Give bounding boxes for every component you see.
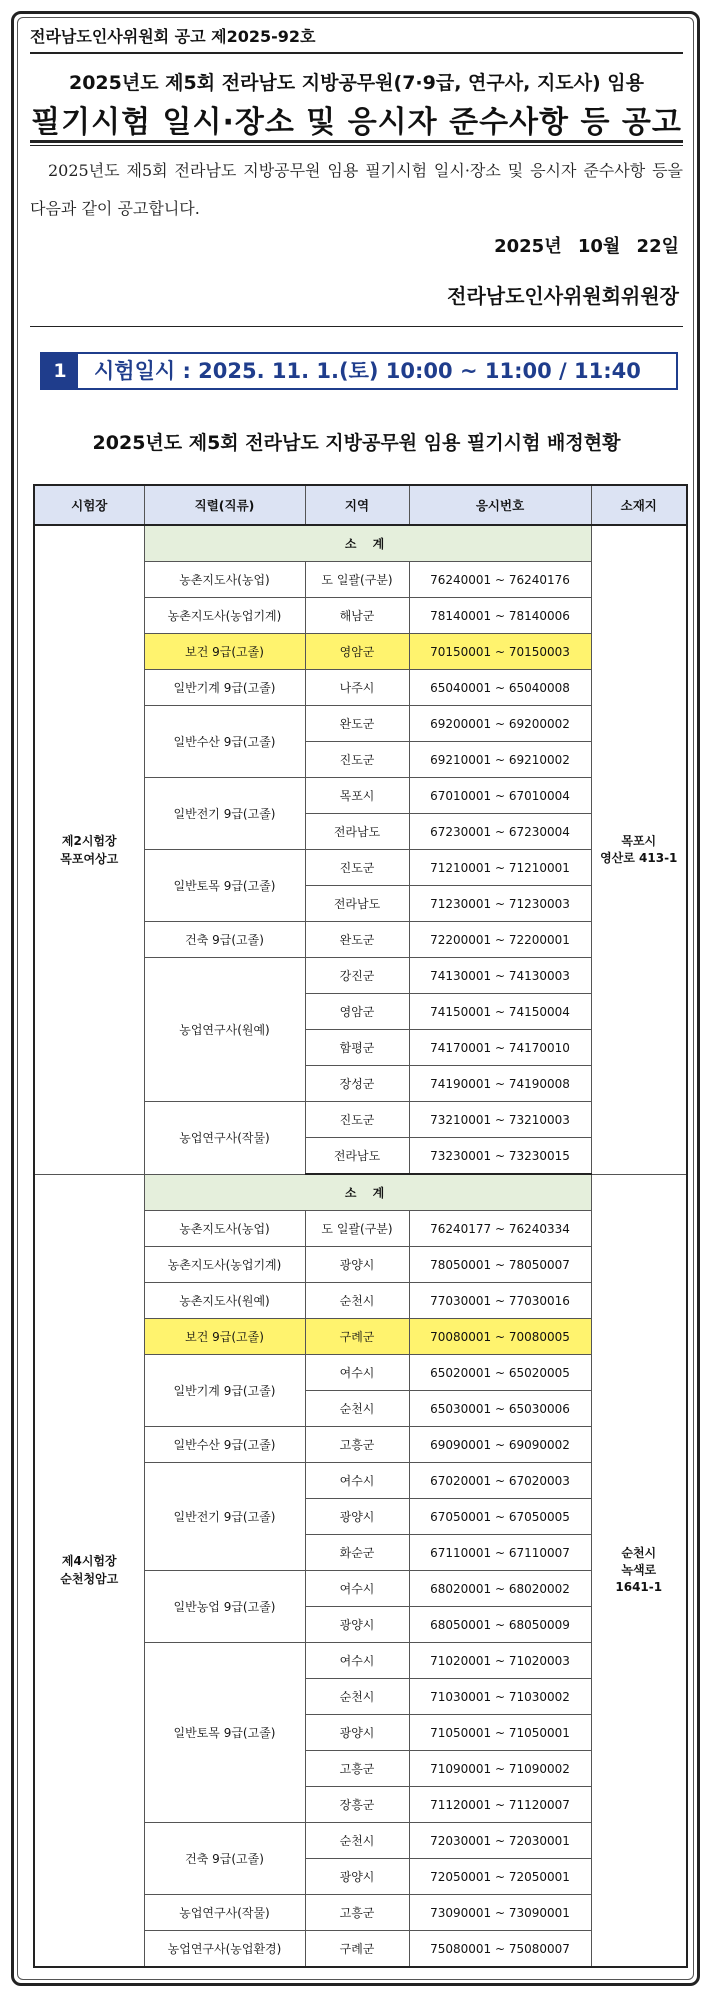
job-series: 건축 9급(고졸) — [144, 1823, 305, 1895]
region: 화순군 — [305, 1535, 409, 1571]
site-location-line: 목포시 — [621, 833, 657, 848]
region: 도 일괄(구분) — [305, 1211, 409, 1247]
region: 영암군 — [305, 634, 409, 670]
divider — [30, 326, 683, 327]
applicant-number-range: 70150001 ~ 70150003 — [409, 634, 591, 670]
applicant-number-range: 77030001 ~ 77030016 — [409, 1283, 591, 1319]
job-series: 건축 9급(고졸) — [144, 922, 305, 958]
region: 고흥군 — [305, 1427, 409, 1463]
exam-datetime: 시험일시 : 2025. 11. 1.(토) 10:00 ~ 11:00 / 11:40 — [94, 359, 641, 383]
table-header-row — [34, 485, 687, 525]
job-series: 보건 9급(고졸) — [144, 634, 305, 670]
applicant-number-range: 71020001 ~ 71020003 — [409, 1643, 591, 1679]
job-series: 일반토목 9급(고졸) — [144, 850, 305, 922]
job-series: 일반기계 9급(고졸) — [144, 670, 305, 706]
job-series: 농업연구사(농업환경) — [144, 1931, 305, 1968]
region: 고흥군 — [305, 1751, 409, 1787]
region: 광양시 — [305, 1607, 409, 1643]
region: 영암군 — [305, 994, 409, 1030]
applicant-number-range: 71090001 ~ 71090002 — [409, 1751, 591, 1787]
exam-site-number: 제4시험장 — [61, 1554, 117, 1569]
applicant-number-range: 78050001 ~ 78050007 — [409, 1247, 591, 1283]
region: 여수시 — [305, 1571, 409, 1607]
exam-site-school: 목포여상고 — [60, 851, 119, 866]
job-series: 농촌지도사(농업) — [144, 562, 305, 598]
job-series: 농업연구사(작물) — [144, 1102, 305, 1175]
title-underline-thick — [30, 140, 683, 143]
region: 목포시 — [305, 778, 409, 814]
region: 나주시 — [305, 670, 409, 706]
job-series: 일반수산 9급(고졸) — [144, 706, 305, 778]
applicant-number-range: 67050001 ~ 67050005 — [409, 1499, 591, 1535]
applicant-number-range: 65030001 ~ 65030006 — [409, 1391, 591, 1427]
applicant-number-range: 68020001 ~ 68020002 — [409, 1571, 591, 1607]
site-location-line: 영산로 413-1 — [600, 850, 678, 865]
job-series: 보건 9급(고졸) — [144, 1319, 305, 1355]
region: 광양시 — [305, 1499, 409, 1535]
site-location-line: 1641-1 — [615, 1579, 663, 1594]
applicant-number-range: 67230001 ~ 67230004 — [409, 814, 591, 850]
signer: 전라남도인사위원회위원장 — [447, 284, 679, 308]
region: 여수시 — [305, 1643, 409, 1679]
region: 광양시 — [305, 1859, 409, 1895]
region: 여수시 — [305, 1463, 409, 1499]
applicant-number-range: 73090001 ~ 73090001 — [409, 1895, 591, 1931]
applicant-number-range: 74170001 ~ 74170010 — [409, 1030, 591, 1066]
region: 장성군 — [305, 1066, 409, 1102]
applicant-number-range: 74130001 ~ 74130003 — [409, 958, 591, 994]
job-series: 일반전기 9급(고졸) — [144, 778, 305, 850]
subtotal-label: 소 계 — [144, 525, 591, 562]
notice-number: 전라남도인사위원회 공고 제2025-92호 — [30, 27, 316, 46]
applicant-number-range: 74190001 ~ 74190008 — [409, 1066, 591, 1102]
title-underline-thin — [30, 145, 683, 146]
region: 강진군 — [305, 958, 409, 994]
applicant-number-range: 71230001 ~ 71230003 — [409, 886, 591, 922]
column-header: 지역 — [305, 485, 409, 525]
region: 진도군 — [305, 1102, 409, 1138]
job-series: 농촌지도사(농업기계) — [144, 1247, 305, 1283]
subtotal-row — [34, 525, 687, 562]
region: 완도군 — [305, 922, 409, 958]
applicant-number-range: 71030001 ~ 71030002 — [409, 1679, 591, 1715]
section-number: 1 — [42, 354, 78, 388]
region: 여수시 — [305, 1355, 409, 1391]
job-series: 농촌지도사(원예) — [144, 1283, 305, 1319]
site-location — [591, 525, 687, 1174]
region: 구례군 — [305, 1319, 409, 1355]
subtotal-row — [34, 1174, 687, 1211]
applicant-number-range: 67110001 ~ 67110007 — [409, 1535, 591, 1571]
site-location-line: 순천시 — [621, 1545, 657, 1560]
region: 도 일괄(구분) — [305, 562, 409, 598]
title-line-1: 2025년도 제5회 전라남도 지방공무원(7·9급, 연구사, 지도사) 임용 — [68, 72, 645, 94]
region: 광양시 — [305, 1247, 409, 1283]
applicant-number-range: 71120001 ~ 71120007 — [409, 1787, 591, 1823]
section-1-exam-date — [40, 352, 678, 390]
applicant-number-range: 73210001 ~ 73210003 — [409, 1102, 591, 1138]
applicant-number-range: 72200001 ~ 72200001 — [409, 922, 591, 958]
region: 전라남도 — [305, 1138, 409, 1175]
region: 완도군 — [305, 706, 409, 742]
applicant-number-range: 69210001 ~ 69210002 — [409, 742, 591, 778]
job-series: 농촌지도사(농업) — [144, 1211, 305, 1247]
applicant-number-range: 72050001 ~ 72050001 — [409, 1859, 591, 1895]
subtotal-label: 소 계 — [144, 1174, 591, 1211]
applicant-number-range: 70080001 ~ 70080005 — [409, 1319, 591, 1355]
applicant-number-range: 73230001 ~ 73230015 — [409, 1138, 591, 1175]
job-series: 농업연구사(원예) — [144, 958, 305, 1102]
applicant-number-range: 69090001 ~ 69090002 — [409, 1427, 591, 1463]
table-title: 2025년도 제5회 전라남도 지방공무원 임용 필기시험 배정현황 — [92, 432, 621, 454]
region: 진도군 — [305, 742, 409, 778]
applicant-number-range: 67010001 ~ 67010004 — [409, 778, 591, 814]
applicant-number-range: 71210001 ~ 71210001 — [409, 850, 591, 886]
site-location-line: 녹색로 — [621, 1562, 657, 1577]
applicant-number-range: 78140001 ~ 78140006 — [409, 598, 591, 634]
region: 전라남도 — [305, 886, 409, 922]
site-location — [591, 1174, 687, 1967]
region: 순천시 — [305, 1679, 409, 1715]
applicant-number-range: 72030001 ~ 72030001 — [409, 1823, 591, 1859]
applicant-number-range: 65040001 ~ 65040008 — [409, 670, 591, 706]
job-series: 일반농업 9급(고졸) — [144, 1571, 305, 1643]
region: 장흥군 — [305, 1787, 409, 1823]
applicant-number-range: 75080001 ~ 75080007 — [409, 1931, 591, 1968]
exam-site-number: 제2시험장 — [61, 833, 117, 848]
column-header: 소재지 — [591, 485, 687, 525]
allocation-table — [33, 484, 688, 1968]
region: 광양시 — [305, 1715, 409, 1751]
applicant-number-range: 71050001 ~ 71050001 — [409, 1715, 591, 1751]
job-series: 농촌지도사(농업기계) — [144, 598, 305, 634]
region: 순천시 — [305, 1391, 409, 1427]
applicant-number-range: 69200001 ~ 69200002 — [409, 706, 591, 742]
column-header: 응시번호 — [409, 485, 591, 525]
job-series: 일반기계 9급(고졸) — [144, 1355, 305, 1427]
divider — [30, 52, 683, 54]
region: 순천시 — [305, 1823, 409, 1859]
region: 구례군 — [305, 1931, 409, 1968]
job-series: 일반수산 9급(고졸) — [144, 1427, 305, 1463]
applicant-number-range: 67020001 ~ 67020003 — [409, 1463, 591, 1499]
column-header: 직렬(직류) — [144, 485, 305, 525]
applicant-number-range: 74150001 ~ 74150004 — [409, 994, 591, 1030]
applicant-number-range: 76240177 ~ 76240334 — [409, 1211, 591, 1247]
applicant-number-range: 76240001 ~ 76240176 — [409, 562, 591, 598]
region: 전라남도 — [305, 814, 409, 850]
region: 고흥군 — [305, 1895, 409, 1931]
notice-paragraph: 2025년도 제5회 전라남도 지방공무원 임용 필기시험 일시·장소 및 응시자 준수사항 등을 다음과 같이 공고합니다. — [30, 161, 683, 218]
job-series: 일반전기 9급(고졸) — [144, 1463, 305, 1571]
notice-date: 2025년 10월 22일 — [494, 236, 679, 257]
region: 해남군 — [305, 598, 409, 634]
job-series: 농업연구사(작물) — [144, 1895, 305, 1931]
job-series: 일반토목 9급(고졸) — [144, 1643, 305, 1823]
exam-site-school: 순천청암고 — [60, 1572, 119, 1587]
region: 진도군 — [305, 850, 409, 886]
exam-site — [34, 525, 144, 1174]
title-line-2: 필기시험 일시·장소 및 응시자 준수사항 등 공고 — [31, 105, 682, 140]
region: 순천시 — [305, 1283, 409, 1319]
applicant-number-range: 68050001 ~ 68050009 — [409, 1607, 591, 1643]
applicant-number-range: 65020001 ~ 65020005 — [409, 1355, 591, 1391]
region: 함평군 — [305, 1030, 409, 1066]
exam-site — [34, 1174, 144, 1967]
column-header: 시험장 — [34, 485, 144, 525]
